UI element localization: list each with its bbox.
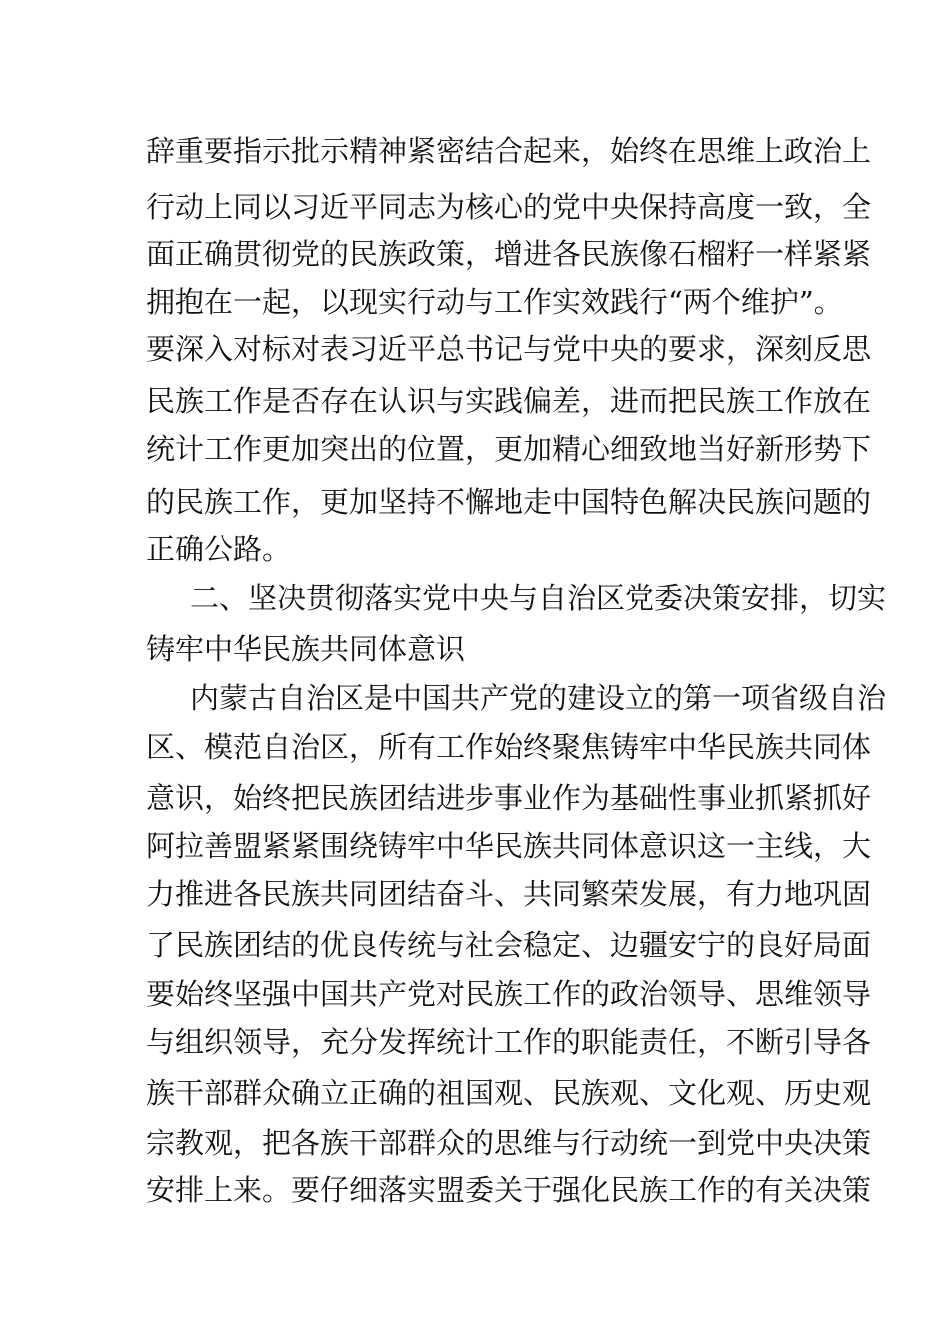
paragraph-line: 意识，始终把民族团结进步事业作为基础性事业抓紧抓好 [146,781,872,815]
paragraph-line: 统计工作更加突出的位置，更加精心细致地当好新形势下 [146,432,872,466]
paragraph-line: 安排上来。要仔细落实盟委关于强化民族工作的有关决策 [146,1173,872,1207]
paragraph-line: 宗教观，把各族干部群众的思维与行动统一到党中央决策 [146,1126,872,1160]
paragraph-line: 正确公路。 [146,532,292,566]
paragraph-line: 区、模范自治区，所有工作始终聚焦铸牢中华民族共同体 [146,730,872,764]
paragraph-line: 了民族团结的优良传统与社会稳定、边疆安宁的良好局面 [146,928,872,962]
paragraph-line: 族干部群众确立正确的祖国观、民族观、文化观、历史观 [146,1076,872,1110]
paragraph-line: 民族工作是否存在认识与实践偏差，进而把民族工作放在 [146,384,872,418]
paragraph-line: 内蒙古自治区是中国共产党的建设立的第一项省级自治 [190,681,887,715]
paragraph-line: 要始终坚强中国共产党对民族工作的政治领导、思维领导 [146,977,872,1011]
paragraph-line: 力推进各民族共同团结奋斗、共同繁荣发展，有力地巩固 [146,877,872,911]
paragraph-line: 阿拉善盟紧紧围绕铸牢中华民族共同体意识这一主线，大 [146,829,872,863]
paragraph-line: 与组织领导，充分发挥统计工作的职能责任，不断引导各 [146,1025,872,1059]
paragraph-line: 的民族工作，更加坚持不懈地走中国特色解决民族问题的 [146,485,872,519]
paragraph-line: 辞重要指示批示精神紧密结合起来，始终在思维上政治上 [146,134,872,168]
paragraph-line: 面正确贯彻党的民族政策，增进各民族像石榴籽一样紧紧 [146,237,872,271]
section-heading-line: 二、坚决贯彻落实党中央与自治区党委决策安排，切实 [190,581,887,615]
paragraph-line: 要深入对标对表习近平总书记与党中央的要求，深刻反思 [146,332,872,366]
paragraph-line: 行动上同以习近平同志为核心的党中央保持高度一致，全 [146,190,872,224]
paragraph-line: 拥抱在一起，以现实行动与工作实效践行“两个维护”。 [146,285,843,319]
section-heading-line: 铸牢中华民族共同体意识 [146,632,466,666]
